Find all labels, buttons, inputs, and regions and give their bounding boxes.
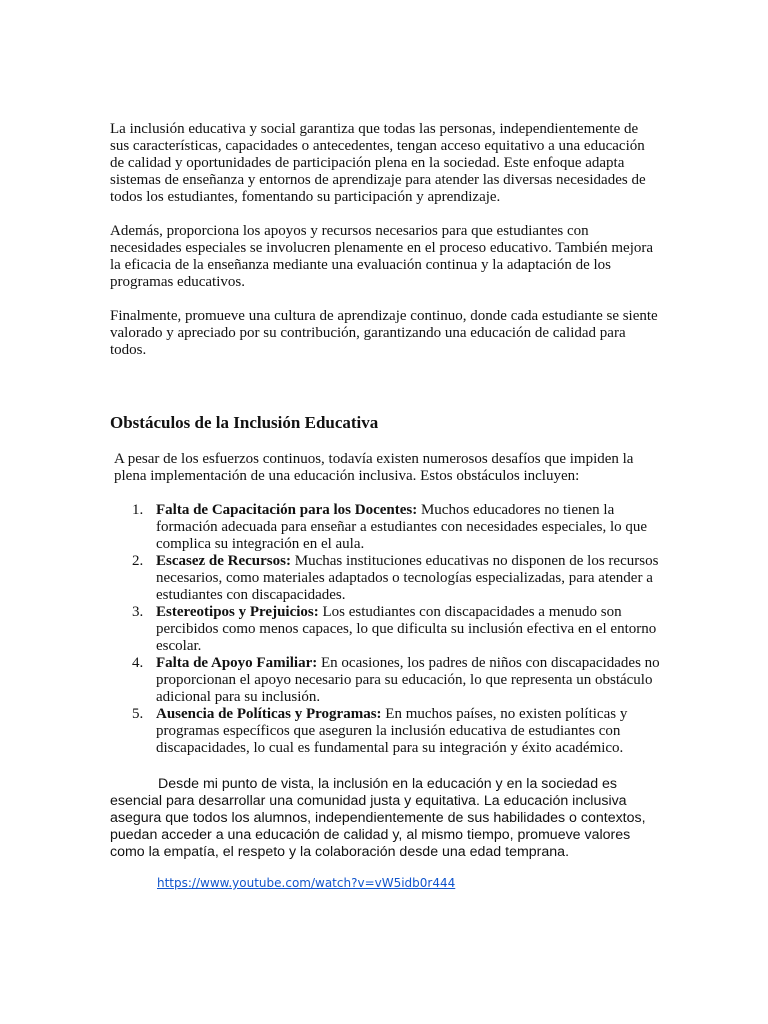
list-item-title: Falta de Capacitación para los Docentes: <box>156 502 418 518</box>
paragraph-support-resources: Además, proporciona los apoyos y recursos necesarios para que estudiantes con necesidades especiales se involucren plenamente en el proceso educativo. También mejora la eficacia de la enseñanza mediante una evaluación continua y la adaptación de los programas educativos. <box>110 223 654 290</box>
list-item-title: Estereotipos y Prejuicios: <box>156 604 319 620</box>
list-item-number: 5. <box>132 706 144 722</box>
section-heading: Obstáculos de la Inclusión Educativa <box>110 413 379 432</box>
paragraph-learning-culture: Finalmente, promueve una cultura de aprendizaje continuo, donde cada estudiante se siente valorado y apreciado por su contribución, garantizando una educación de calidad para todos. <box>110 308 658 358</box>
list-item-number: 2. <box>132 553 144 569</box>
list-item <box>132 655 660 706</box>
obstacles-list <box>110 502 660 757</box>
link-container <box>110 874 660 892</box>
list-item-number: 4. <box>132 655 144 671</box>
list-item-text: En ocasiones, los padres de niños con discapacidades no proporcionan el apoyo necesario para su educación, lo que representa un obstáculo adicional para su inclusión. <box>156 655 660 705</box>
list-item-number: 1. <box>132 502 144 518</box>
list-item-number: 3. <box>132 604 144 620</box>
list-item-text: En muchos países, no existen políticas y programas específicos que aseguren la inclusión educativa de estudiantes con discapacidades, lo cual es fundamental para su integración y éxito académico. <box>156 706 628 756</box>
paragraph-inclusion-definition: La inclusión educativa y social garantiza que todas las personas, independientemente de sus características, capacidades o antecedentes, tengan acceso equitativo a una educación de calidad y oportunidades de participación plena en la sociedad. Este enfoque adapta sistemas de enseñanza y entornos de aprendizaje para atender las diversas necesidades de todos los estudiantes, fomentando su participación y aprendizaje. <box>110 121 646 205</box>
list-item <box>132 604 660 655</box>
document-body <box>110 121 660 892</box>
section-intro: A pesar de los esfuerzos continuos, todavía existen numerosos desafíos que impiden la plena implementación de una educación inclusiva. Estos obstáculos incluyen: <box>114 451 634 484</box>
list-item-title: Falta de Apoyo Familiar: <box>156 655 318 671</box>
list-item-title: Ausencia de Políticas y Programas: <box>156 706 382 722</box>
list-item-title: Escasez de Recursos: <box>156 553 291 569</box>
youtube-link[interactable]: https://www.youtube.com/watch?v=vW5idb0r444 <box>157 876 456 890</box>
paragraph-personal-opinion: Desde mi punto de vista, la inclusión en la educación y en la sociedad es esencial para desarrollar una comunidad justa y equitativa. La educación inclusiva asegura que todos los alumnos, independientemente de sus habilidades o contextos, puedan acceder a una educación de calidad y, al mismo tiempo, promueve valores como la empatía, el respeto y la colaboración desde una edad temprana. <box>110 776 646 860</box>
list-item <box>132 553 660 604</box>
list-item-text: Muchos educadores no tienen la formación adecuada para enseñar a estudiantes con necesidades especiales, lo que complica su integración en el aula. <box>156 502 648 552</box>
list-item-text: Los estudiantes con discapacidades a menudo son percibidos como menos capaces, lo que dificulta su inclusión efectiva en el entorno escolar. <box>156 604 657 654</box>
list-item-text: Muchas instituciones educativas no disponen de los recursos necesarios, como materiales adaptados o tecnologías especializadas, para atender a estudiantes con discapacidades. <box>156 553 659 603</box>
list-item <box>132 502 660 553</box>
list-item <box>132 706 660 757</box>
